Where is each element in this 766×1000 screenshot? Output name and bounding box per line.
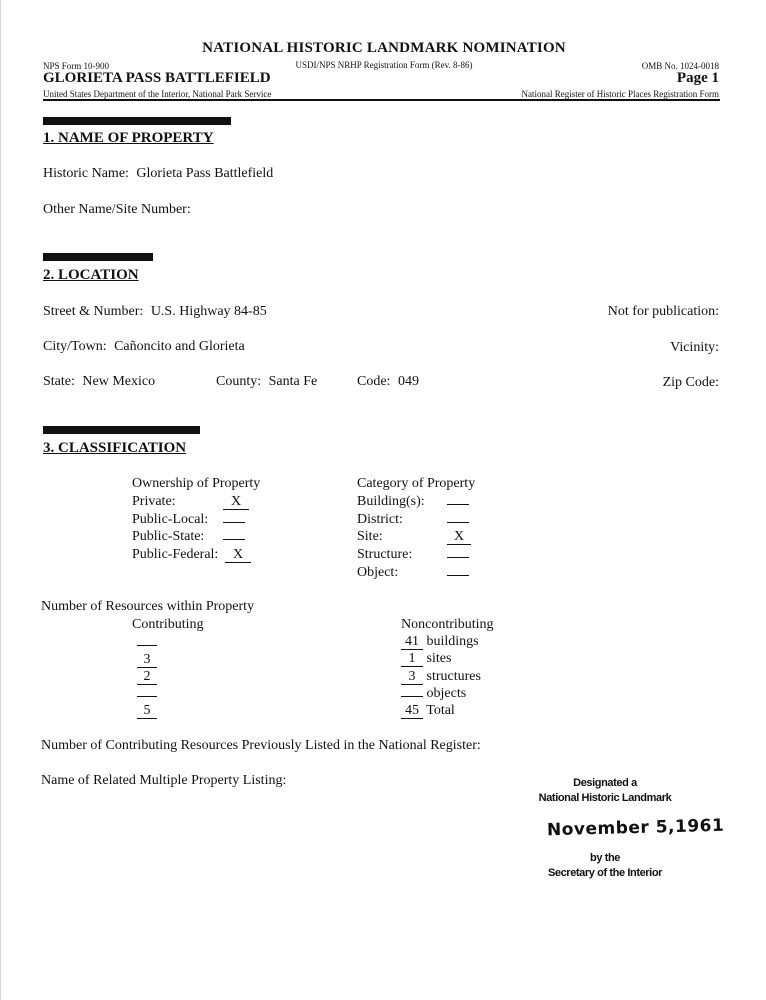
form-number: NPS Form 10-900 — [43, 61, 110, 71]
section-3-bar — [43, 426, 200, 434]
ownership-public-local-label: Public-Local: — [132, 512, 209, 527]
property-name-header: GLORIETA PASS BATTLEFIELD — [43, 70, 271, 86]
noncontributing-objects-count — [401, 696, 423, 697]
state-row — [43, 374, 155, 390]
state-label: State: — [43, 374, 75, 389]
category-structure-mark — [447, 557, 469, 558]
registration-form-label: USDI/NPS NRHP Registration Form (Rev. 8-86) — [295, 60, 473, 70]
street-label: Street & Number: — [43, 304, 144, 319]
contributing-structures: 2 — [137, 669, 157, 685]
not-for-publication-label: Not for publication: — [607, 304, 719, 319]
zip-label: Zip Code: — [662, 375, 719, 390]
category-district-mark — [447, 522, 469, 523]
contributing-title: Contributing — [132, 617, 204, 632]
city-value: Cañoncito and Glorieta — [114, 339, 245, 354]
noncontributing-structures-count: 3 — [401, 669, 423, 685]
resources-title: Number of Resources within Property — [41, 599, 255, 614]
ownership-title: Ownership of Property — [132, 476, 261, 491]
section-1-heading: 1. NAME OF PROPERTY — [43, 130, 214, 146]
ownership-public-state-mark — [223, 539, 245, 540]
city-label: City/Town: — [43, 339, 107, 354]
noncontributing-total-count: 45 — [401, 703, 423, 719]
stamp-handwritten-date: November 5,1961 — [546, 815, 725, 841]
city-row — [43, 339, 245, 355]
page-number: Page 1 — [676, 70, 719, 86]
stamp-line-landmark: National Historic Landmark — [538, 792, 672, 804]
other-name-label: Other Name/Site Number: — [43, 202, 191, 217]
contributing-buildings — [137, 645, 157, 646]
category-site-mark: X — [447, 529, 471, 545]
stamp-line-secretary: Secretary of the Interior — [547, 867, 663, 879]
street-value: U.S. Highway 84-85 — [150, 304, 267, 319]
code-value: 049 — [397, 374, 419, 389]
ownership-public-state-label: Public-State: — [132, 529, 205, 544]
section-1-bar — [43, 117, 231, 125]
header-rule — [43, 99, 720, 101]
contributing-total: 5 — [137, 703, 157, 719]
code-label: Code: — [357, 374, 391, 389]
category-building-label: Building(s): — [357, 494, 425, 509]
vicinity-label: Vicinity: — [670, 340, 719, 355]
category-title: Category of Property — [357, 476, 476, 491]
county-label: County: — [216, 374, 262, 389]
category-structure-label: Structure: — [357, 547, 413, 562]
section-2-bar — [43, 253, 153, 261]
category-building-mark — [447, 504, 469, 505]
ownership-public-federal-label: Public-Federal: — [132, 547, 219, 562]
stamp-line-designated: Designated a — [573, 777, 637, 789]
noncontributing-total-type: Total — [426, 703, 455, 718]
related-listing-label: Name of Related Multiple Property Listing: — [41, 773, 287, 788]
historic-name-row — [43, 166, 273, 182]
contributing-sites: 3 — [137, 652, 157, 668]
category-object-label: Object: — [357, 565, 399, 580]
noncontributing-objects-type: objects — [426, 686, 467, 701]
noncontributing-structures-row — [401, 669, 481, 685]
category-district-label: District: — [357, 512, 403, 527]
register-label: National Register of Historic Places Registration Form — [521, 89, 719, 99]
ownership-private-label: Private: — [132, 494, 176, 509]
noncontributing-buildings-type: buildings — [426, 634, 479, 649]
county-row — [216, 374, 317, 390]
contributing-objects — [137, 696, 157, 697]
noncontributing-objects-row — [401, 686, 466, 702]
category-object-mark — [447, 575, 469, 576]
ownership-public-local-mark — [223, 522, 245, 523]
section-3-heading: 3. CLASSIFICATION — [43, 440, 187, 456]
historic-name-label: Historic Name: — [43, 166, 129, 181]
document-title: NATIONAL HISTORIC LANDMARK NOMINATION — [202, 40, 566, 56]
street-row — [43, 304, 267, 320]
stamp-line-by-the: by the — [590, 852, 620, 864]
county-value: Santa Fe — [268, 374, 318, 389]
noncontributing-title: Noncontributing — [401, 617, 494, 632]
noncontributing-structures-type: structures — [426, 669, 481, 684]
noncontributing-sites-type: sites — [426, 651, 452, 666]
section-2-heading: 2. LOCATION — [43, 267, 139, 283]
noncontributing-total-row — [401, 703, 455, 719]
department-label: United States Department of the Interior, National Park Service — [43, 89, 272, 99]
noncontributing-buildings-row — [401, 634, 479, 650]
state-value: New Mexico — [82, 374, 156, 389]
noncontributing-buildings-count: 41 — [401, 634, 423, 650]
noncontributing-sites-row — [401, 651, 451, 667]
noncontributing-sites-count: 1 — [401, 651, 423, 667]
code-row — [357, 374, 419, 390]
ownership-private-mark: X — [223, 494, 249, 510]
historic-name-value: Glorieta Pass Battlefield — [136, 166, 274, 181]
ownership-public-federal-mark: X — [225, 547, 251, 563]
category-site-label: Site: — [357, 529, 383, 544]
omb-number: OMB No. 1024-0018 — [641, 61, 719, 71]
previously-listed-label: Number of Contributing Resources Previously Listed in the National Register: — [41, 738, 481, 753]
